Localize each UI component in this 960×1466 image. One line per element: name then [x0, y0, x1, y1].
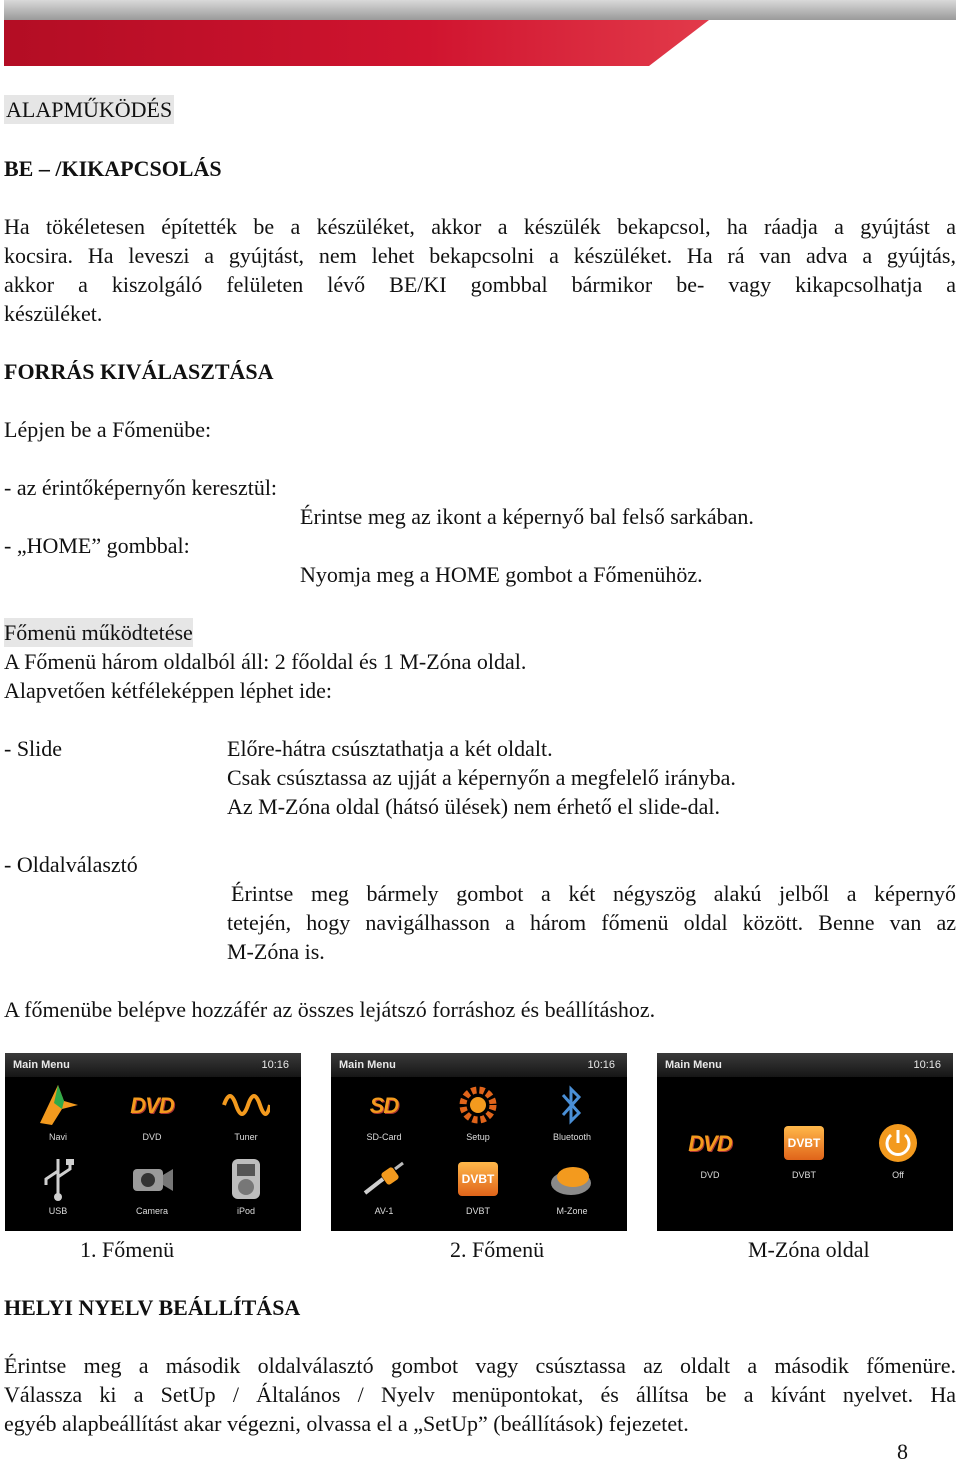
menu-tile-camera [107, 1153, 197, 1225]
onoff-line-4: készüléket. [4, 301, 103, 326]
selector-label: - Oldalválasztó [4, 852, 138, 877]
m-zone-screenshot [657, 1053, 953, 1231]
mainmenu-line-2: Alapvetően kétféleképpen léphet ide: [4, 678, 333, 703]
tile-label: M-Zone [556, 1206, 588, 1216]
slide-desc-1: Előre-hátra csúsztathatja a két oldalt. [227, 736, 553, 761]
tile-label: DVD [142, 1132, 162, 1142]
touch-label: - az érintőképernyőn keresztül: [4, 475, 278, 500]
tile-label: DVD [700, 1170, 720, 1180]
menu-tile-usb [13, 1153, 103, 1225]
menu-tile-tuner [201, 1079, 291, 1151]
screen-time: 10:16 [261, 1059, 289, 1071]
home-desc: Nyomja meg a HOME gombot a Főmenühöz. [300, 562, 703, 587]
menu-tile-navi [13, 1079, 103, 1151]
screen-title: Main Menu [339, 1059, 396, 1071]
menu-tile-dvd [107, 1079, 197, 1151]
language-line-2: Válassza ki a SetUp / Általános / Nyelv menüpontokat, és állítsa be a kívánt nyelvet. Ha [4, 1382, 956, 1407]
caption-m-zone: M-Zóna oldal [748, 1237, 870, 1262]
screen-time: 10:16 [587, 1059, 615, 1071]
onoff-line-2: kocsira. Ha leveszi a gyújtást, nem lehet bekapcsolni a készüléket. Ha rá van adva a gyújtás, [4, 243, 956, 268]
camera-icon [127, 1157, 177, 1201]
tile-label: Navi [48, 1132, 67, 1142]
dvbt-icon: DVBT [779, 1121, 829, 1165]
ipod-icon [221, 1157, 271, 1201]
main-menu-screenshot-2 [331, 1053, 627, 1231]
av-cable-icon [359, 1157, 409, 1201]
caption-main-menu-2: 2. Főmenü [450, 1237, 545, 1262]
navi-icon [33, 1083, 83, 1127]
access-text: A főmenübe belépve hozzáfér az összes lejátszó forráshoz és beállításhoz. [4, 997, 656, 1022]
screen-status-bar [331, 1053, 627, 1077]
power-icon [873, 1121, 923, 1165]
source-heading: FORRÁS KIVÁLASZTÁSA [4, 359, 274, 384]
selector-desc-3: M-Zóna is. [227, 939, 325, 964]
section-title: ALAPMŰKÖDÉS [6, 97, 173, 122]
tile-label: Tuner [234, 1132, 258, 1142]
menu-tile-av1 [339, 1153, 429, 1225]
source-intro: Lépjen be a Főmenübe: [4, 417, 212, 442]
touch-desc: Érintse meg az ikont a képernyő bal felső sarkában. [300, 504, 754, 529]
tile-label: iPod [236, 1206, 255, 1216]
slide-label: - Slide [4, 736, 63, 761]
menu-tile-dvbt [759, 1117, 849, 1189]
tile-label: Off [892, 1170, 904, 1180]
onoff-line-3: akkor a kiszolgáló felületen lévő BE/KI gombbal bármikor be- vagy kikapcsolhatja a [4, 272, 956, 297]
m-zone-icon [547, 1157, 597, 1201]
screen-title: Main Menu [665, 1059, 722, 1071]
tile-label: DVBT [791, 1170, 816, 1180]
tile-label: DVBT [465, 1206, 490, 1216]
caption-main-menu-1: 1. Főmenü [80, 1237, 175, 1262]
mainmenu-line-1: A Főmenü három oldalból áll: 2 főoldal és 1 M-Zóna oldal. [4, 649, 527, 674]
slide-desc-3: Az M-Zóna oldal (hátsó ülések) nem érhető el slide-dal. [227, 794, 721, 819]
dvbt-icon: DVBT [453, 1157, 503, 1201]
menu-tile-off [853, 1117, 943, 1189]
page-number: 8 [897, 1439, 908, 1464]
menu-tile-m-zone [527, 1153, 617, 1225]
header-banner [4, 0, 956, 70]
home-label: - „HOME” gombbal: [4, 533, 190, 558]
language-heading: HELYI NYELV BEÁLLÍTÁSA [4, 1295, 301, 1320]
slide-desc-2: Csak csúsztassa az ujját a képernyőn a megfelelő irányba. [227, 765, 736, 790]
screen-title: Main Menu [13, 1059, 70, 1071]
onoff-line-1: Ha tökéletesen építették be a készüléket, akkor a készülék bekapcsol, ha ráadja a gyújtást a [4, 214, 956, 239]
tile-label: Camera [135, 1206, 168, 1216]
screen-status-bar [5, 1053, 301, 1077]
dvd-icon: DVD [688, 1130, 732, 1156]
menu-tile-sd-card [339, 1079, 429, 1151]
tile-label: Bluetooth [552, 1132, 592, 1142]
tuner-icon [221, 1083, 271, 1127]
screen-time: 10:16 [913, 1059, 941, 1071]
selector-desc-1: Érintse meg bármely gombot a két négyszög alakú jelből a képernyő [231, 881, 956, 906]
setup-icon [453, 1083, 503, 1127]
menu-tile-ipod [201, 1153, 291, 1225]
mainmenu-heading: Főmenü működtetése [4, 620, 193, 645]
tile-label: USB [48, 1206, 68, 1216]
language-line-3: egyéb alapbeállítást akar végezni, olvassa el a „SetUp” (beállítások) fejezetet. [4, 1411, 689, 1436]
language-line-1: Érintse meg a második oldalválasztó gombot vagy csúsztassa az oldalt a második főmenüre. [4, 1353, 956, 1378]
dvd-icon: DVD [130, 1092, 174, 1118]
menu-tile-setup [433, 1079, 523, 1151]
tile-label: AV-1 [374, 1206, 394, 1216]
menu-tile-dvd [665, 1117, 755, 1189]
tile-label: Setup [466, 1132, 490, 1142]
onoff-heading: BE – /KIKAPCSOLÁS [4, 156, 222, 181]
menu-tile-bluetooth [527, 1079, 617, 1151]
sd-card-icon: SD [369, 1092, 399, 1118]
main-menu-screenshot-1 [5, 1053, 301, 1231]
selector-desc-2: tetején, hogy navigálhasson a három főmenü oldal között. Benne van az [227, 910, 956, 935]
tile-label: SD-Card [366, 1132, 402, 1142]
bluetooth-icon [547, 1083, 597, 1127]
menu-tile-dvbt [433, 1153, 523, 1225]
usb-icon [33, 1157, 83, 1201]
screen-status-bar [657, 1053, 953, 1077]
